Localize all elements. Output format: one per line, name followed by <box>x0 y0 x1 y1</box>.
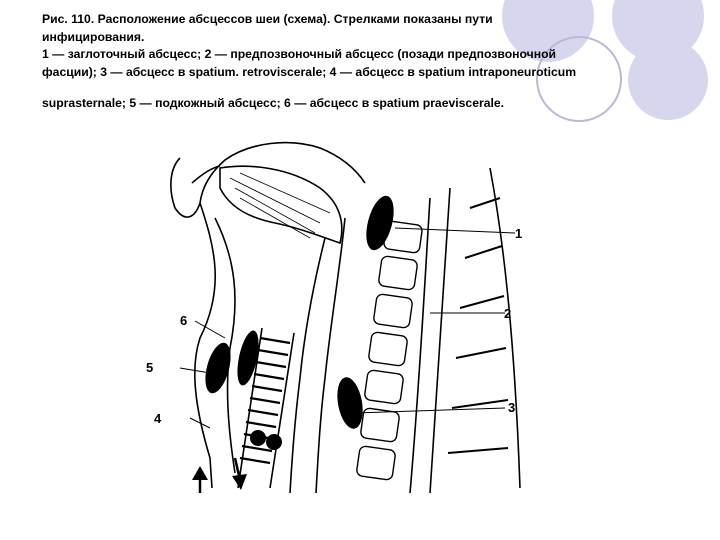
tongue-shape <box>220 166 342 243</box>
anterior-neck-line <box>195 203 215 488</box>
figure-label-6: 6 <box>180 313 188 328</box>
pharynx-anterior-wall <box>290 238 325 493</box>
figure-label-4: 4 <box>154 411 162 426</box>
caption-line-1: Рис. 110. Расположение абсцессов шеи (схема). Стрелками показаны пути <box>42 12 493 26</box>
caption-line-5: suprasternale; 5 — подкожный абсцесс; 6 — абсцесс в spatium praeviscerale. <box>42 96 505 110</box>
spinous-processes <box>448 198 508 453</box>
leader-line-6 <box>195 321 225 338</box>
posterior-neck-line <box>490 168 523 488</box>
neck-section-drawing <box>140 128 540 498</box>
figure-label-1: 1 <box>515 226 523 241</box>
vessel-circle-1 <box>250 430 266 446</box>
vessel-circle-2 <box>266 434 282 450</box>
abscess-retrovisceral <box>334 375 367 430</box>
abscess-retropharyngeal <box>361 193 399 253</box>
neck-section-illustration <box>140 128 540 498</box>
figure-label-2: 2 <box>504 306 512 321</box>
figure-caption <box>42 11 642 113</box>
leader-line-3 <box>355 408 505 413</box>
caption-line-3: 1 — заглоточный абсцесс; 2 — предпозвоночный абсцесс (позади предпозвоночной <box>42 47 557 61</box>
figure-label-3: 3 <box>508 400 516 415</box>
caption-line-2: инфицирования. <box>42 29 145 44</box>
caption-line-4: фасции); 3 — абсцесс в spatium. retroviscerale; 4 — абсцесс в spatium intraponeuroticum <box>42 64 577 79</box>
leader-line-1 <box>395 228 515 233</box>
vertebral-column <box>356 221 423 481</box>
figure-label-5: 5 <box>146 360 154 375</box>
